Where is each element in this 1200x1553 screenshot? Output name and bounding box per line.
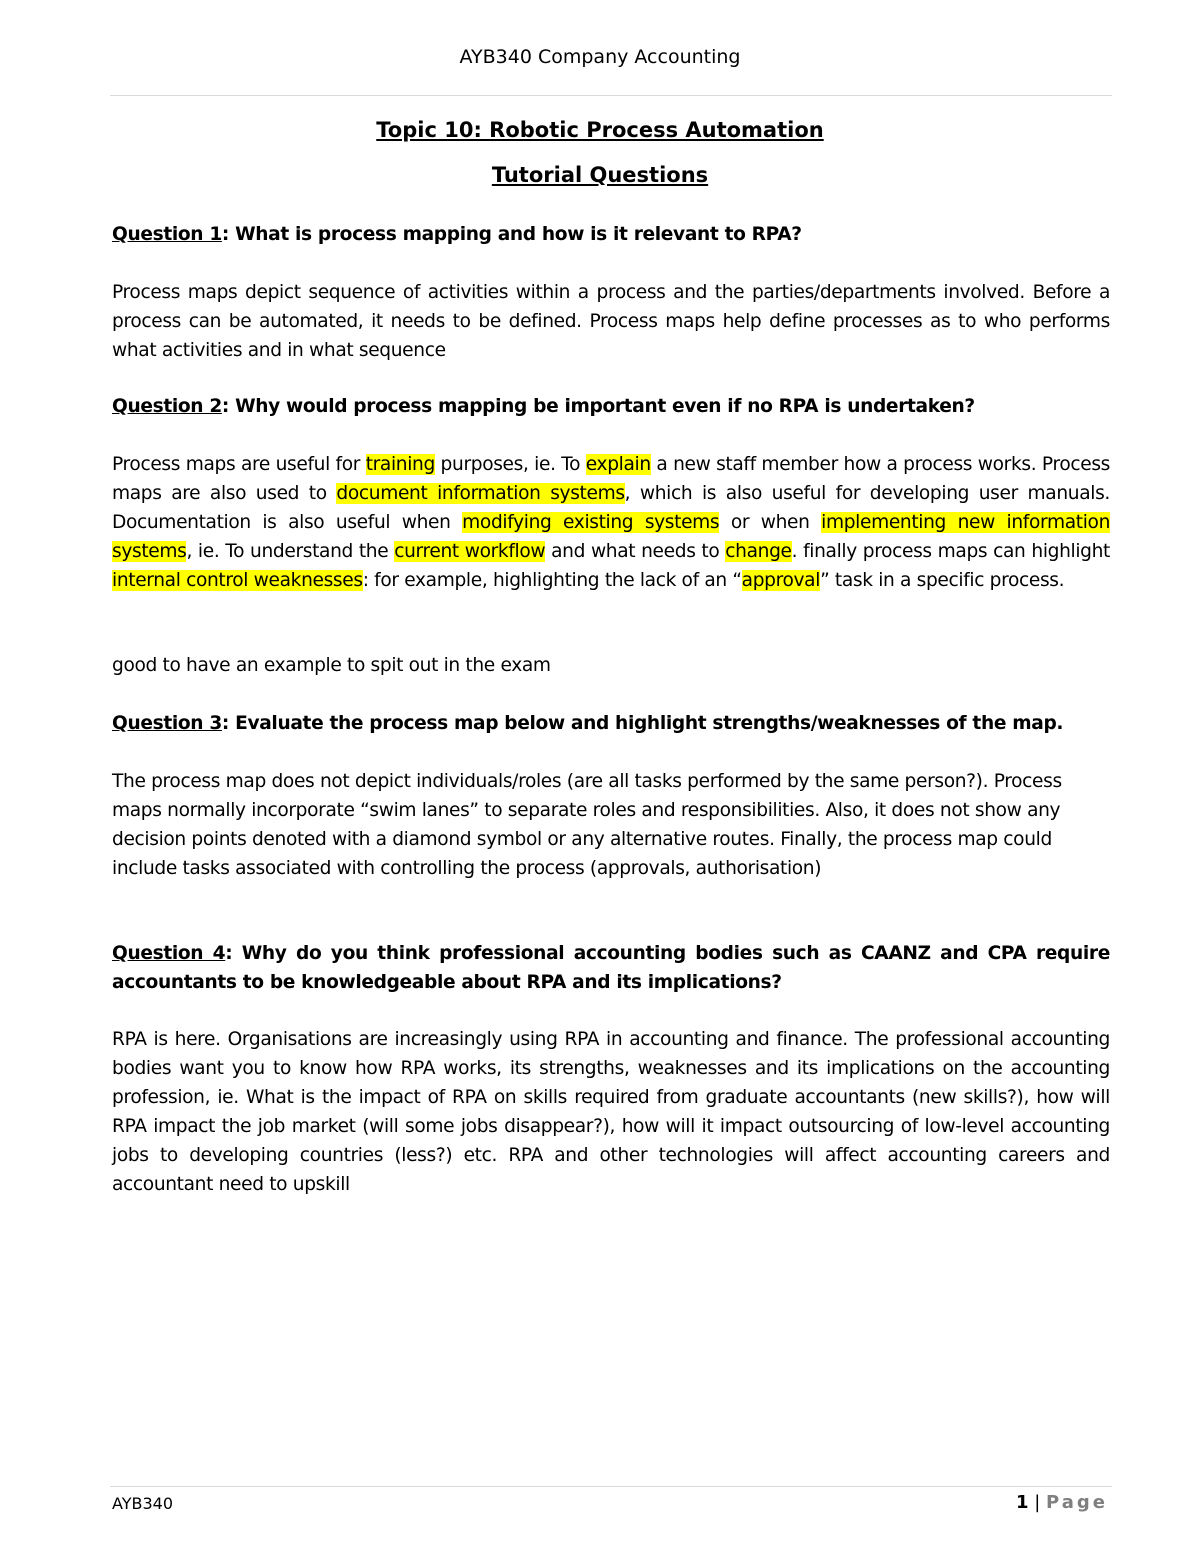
answer-2-segment: : for example, highlighting the lack of an “ xyxy=(362,570,742,591)
question-1 xyxy=(112,220,1110,249)
page-header-title: AYB340 Company Accounting xyxy=(459,46,741,68)
question-2-label: Question 2 xyxy=(112,396,222,417)
answer-2-segment: . finally process maps can highlight xyxy=(791,541,1110,562)
answer-2-highlight: implementing new information systems xyxy=(112,512,1110,562)
answer-2 xyxy=(112,450,1110,595)
question-3 xyxy=(112,709,1110,738)
answer-2-segment: , ie. To understand the xyxy=(186,541,395,562)
answer-2-segment: ” task in a specific process. xyxy=(820,570,1065,591)
header-divider xyxy=(110,95,1112,96)
answer-2-highlight: training xyxy=(365,454,435,475)
answer-2-highlight: approval xyxy=(741,570,821,591)
question-2 xyxy=(112,392,1110,421)
answer-2-highlight: modifying existing systems xyxy=(462,512,720,533)
answer-2-highlight: explain xyxy=(585,454,651,475)
page-separator: | xyxy=(1028,1492,1047,1513)
tutorial-subtitle: Tutorial Questions xyxy=(491,163,709,187)
answer-2-highlight: internal control weaknesses xyxy=(112,570,363,591)
answer-2-note: good to have an example to spit out in the exam xyxy=(112,655,551,676)
answer-1: Process maps depict sequence of activities within a process and the parties/departments involved. Before a process can be automated, it needs to be defined. Process maps help define processes as to who performs what activities and in what sequence xyxy=(112,282,1110,361)
question-1-text: : What is process mapping and how is it relevant to RPA? xyxy=(221,224,802,245)
answer-2-highlight: current workflow xyxy=(394,541,546,562)
page-number: 1 xyxy=(1016,1492,1029,1513)
topic-title: Topic 10: Robotic Process Automation xyxy=(376,118,824,142)
answer-2-segment: Process maps are useful for xyxy=(112,454,366,475)
question-1-label: Question 1 xyxy=(112,224,222,245)
question-3-label: Question 3 xyxy=(112,713,222,734)
answer-2-segment: or when xyxy=(719,512,822,533)
answer-4: RPA is here. Organisations are increasingly using RPA in accounting and finance. The professional accounting bodies want you to know how RPA works, its strengths, weaknesses and its implications on the accounting profession, ie. What is the impact of RPA on skills required from graduate accountants (new skills?), how will RPA impact the job market (will some jobs disappear?), how will it impact outsourcing of low-level accounting jobs to developing countries (less?) etc. RPA and other technologies will affect accounting careers and accountant need to upskill xyxy=(112,1029,1110,1195)
answer-2-segment: a new staff member how a process works. Process maps are also used to xyxy=(112,454,1110,504)
answer-2-segment: purposes, ie. To xyxy=(434,454,586,475)
question-2-text: : Why would process mapping be important even if no RPA is undertaken? xyxy=(221,396,975,417)
answer-2-segment: and what needs to xyxy=(545,541,726,562)
page-label: Page xyxy=(1046,1492,1108,1513)
answer-2-segment: , which is also useful for developing user manuals. Documentation is also useful when xyxy=(112,483,1110,533)
answer-2-highlight: document information systems xyxy=(336,483,625,504)
footer-course-code: AYB340 xyxy=(112,1494,173,1513)
question-4-text: : Why do you think professional accounting bodies such as CAANZ and CPA require accountants to be knowledgeable about RPA and its implications? xyxy=(112,943,1110,993)
footer-page-indicator xyxy=(1016,1491,1108,1515)
question-3-text: : Evaluate the process map below and highlight strengths/weaknesses of the map. xyxy=(221,713,1064,734)
footer-divider xyxy=(110,1486,1112,1487)
answer-3: The process map does not depict individuals/roles (are all tasks performed by the same person?). Process maps normally incorporate “swim lanes” to separate roles and responsibilities. Also, it does not show any decision points denoted with a diamond symbol or any alternative routes. Finally, the process map could include tasks associated with controlling the process (approvals, authorisation) xyxy=(112,771,1062,879)
answer-2-highlight: change xyxy=(725,541,792,562)
question-4 xyxy=(112,939,1110,997)
question-4-label: Question 4 xyxy=(112,943,226,964)
